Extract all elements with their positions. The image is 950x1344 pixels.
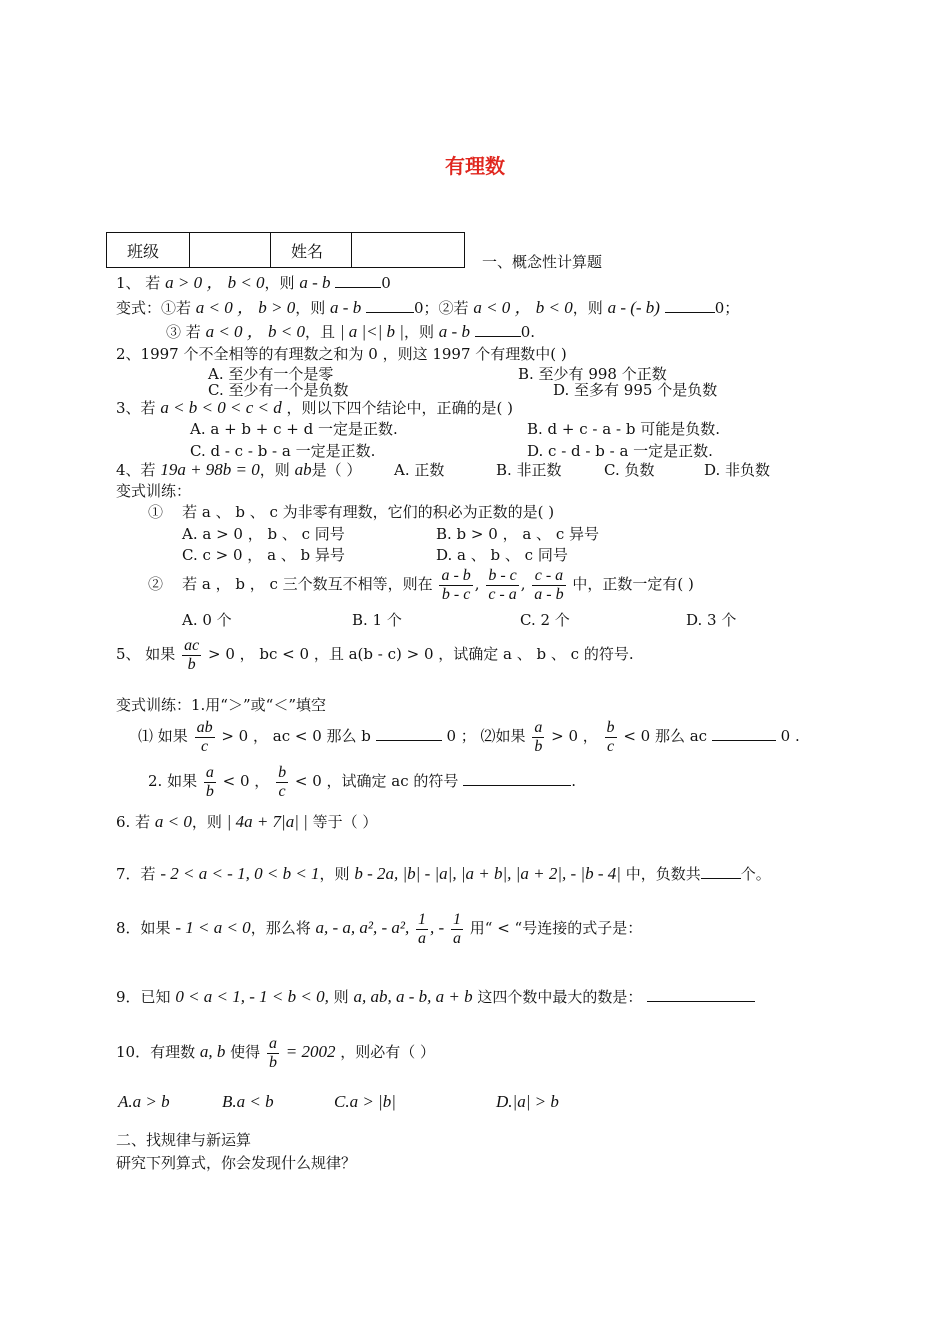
question-8: 8．如果 - 1 < a < 0，那么将 a, - a, a², - a², $\frac{1}{a}$ , - $\frac{1}{a}$ 用“ < “号连接的式子是：	[116, 910, 643, 947]
question-3-option-c[interactable]: C. d - c - b - a 一定是正数.	[190, 442, 376, 460]
fraction: $\frac{a}{b}$	[534, 718, 543, 755]
variant-2-option-b[interactable]: B. 1 个	[352, 611, 402, 629]
question-3-option-d[interactable]: D. c - d - b - a 一定是正数.	[527, 442, 713, 460]
question-4-option-a[interactable]: A. 正数	[394, 461, 445, 479]
variant-1-option-c[interactable]: C. c > 0 ， a 、 b 异号	[182, 546, 345, 564]
question-2-option-d[interactable]: D. 至多有 995 个是负数	[553, 381, 718, 399]
variant-1-option-b[interactable]: B. b > 0 ， a 、 c 异号	[436, 525, 599, 543]
question-2-stem: 2、1997 个不全相等的有理数之和为 0 ，则这 1997 个有理数中( )	[116, 345, 567, 363]
question-1-variant-3: ③ 若 a < 0 ， b < 0，且 | a |<| b |，则 a - b 0.	[166, 322, 536, 341]
question-5-variant-1: ⑴ 如果 $\frac{ab}{c}$ > 0 ， ac < 0 那么 b 0 ； ⑵如果 $\frac{a}{b}$ > 0 ， $\frac{b}{c}$ < 0 那么 ac 0 .	[138, 718, 800, 755]
answer-blank[interactable]	[712, 726, 776, 741]
question-3-stem: 3、若 a < b < 0 < c < d ，则以下四个结论中，正确的是( )	[116, 398, 514, 417]
question-2-option-b[interactable]: B. 至少有 998 个正数	[518, 365, 667, 383]
answer-blank[interactable]	[366, 298, 414, 313]
page-title: 有理数	[445, 154, 505, 178]
question-10-option-c[interactable]: C.a > |b|	[334, 1092, 396, 1111]
question-3-option-b[interactable]: B. d + c - a - b 可能是负数.	[527, 420, 720, 438]
question-4-variant-label: 变式训练：	[116, 482, 192, 500]
question-7: 7．若 - 2 < a < - 1, 0 < b < 1，则 b - 2a, |b| - |a|, |a + b|, |a + 2|, - |b - 4| 中，负数共 个。	[116, 864, 771, 883]
class-field[interactable]	[190, 233, 271, 268]
fraction: $\frac{ac}{b}$	[184, 636, 200, 673]
question-4: 4、若 19a + 98b = 0，则 ab是（ ）	[116, 460, 362, 479]
fraction: $\frac{a - b}{b - c}$	[441, 566, 471, 603]
question-4-option-b[interactable]: B. 非正数	[496, 461, 562, 479]
variant-1-option-d[interactable]: D. a 、 b 、 c 同号	[436, 546, 568, 564]
answer-blank[interactable]	[376, 726, 442, 741]
section-2-heading: 二、找规律与新运算	[116, 1131, 252, 1149]
fraction: $\frac{a}{b}$	[205, 763, 214, 800]
question-2-option-c[interactable]: C. 至少有一个是负数	[208, 381, 349, 399]
question-1: 1、 若 a > 0 ， b < 0，则 a - b 0	[116, 273, 391, 292]
question-1-variant: 变式：①若 a < 0 ， b > 0，则 a - b 0；②若 a < 0 ， b < 0，则 a - (- b) 0；	[116, 298, 740, 317]
fraction: $\frac{b - c}{c - a}$	[488, 566, 517, 603]
answer-blank[interactable]	[463, 771, 571, 786]
fraction: $\frac{ab}{c}$	[196, 718, 213, 755]
answer-blank[interactable]	[647, 987, 755, 1002]
variant-2-option-c[interactable]: C. 2 个	[520, 611, 570, 629]
variant-2-stem: ② 若 a ， b ， c 三个数互不相等，则在 $\frac{a - b}{b - c}$ , $\frac{b - c}{c - a}$ , $\frac{c - a}{a - b}$ 中，正数一定有( )	[148, 566, 694, 603]
info-table	[106, 232, 465, 268]
question-4-option-d[interactable]: D. 非负数	[704, 461, 771, 479]
question-10: 10．有理数 a, b 使得 $\frac{a}{b}$ = 2002 ，则必有（ ）	[116, 1034, 436, 1071]
question-3-option-a[interactable]: A. a + b + c + d 一定是正数.	[190, 420, 398, 438]
question-10-option-a[interactable]: A.a > b	[118, 1092, 170, 1111]
question-5-variant-label: 变式训练：1.用“＞”或“＜”填空	[116, 696, 326, 714]
question-6: 6. 若 a < 0，则 | 4a + 7|a| | 等于（ ）	[116, 812, 378, 831]
name-field[interactable]	[352, 233, 465, 268]
answer-blank[interactable]	[475, 322, 521, 337]
question-2-option-a[interactable]: A. 至少有一个是零	[208, 365, 334, 383]
class-label: 班级	[107, 233, 190, 268]
question-5-variant-2: 2. 如果 $\frac{a}{b}$ < 0 ， $\frac{b}{c}$ < 0 ，试确定 ac 的符号 .	[148, 763, 576, 800]
answer-blank[interactable]	[701, 864, 741, 879]
question-5: 5、 如果 $\frac{ac}{b}$ > 0 ， bc < 0 ，且 a(b - c) > 0 ，试确定 a 、 b 、 c 的符号.	[116, 636, 634, 673]
question-10-option-b[interactable]: B.a < b	[222, 1092, 274, 1111]
fraction: $\frac{a}{b}$	[268, 1034, 277, 1071]
variant-2-option-d[interactable]: D. 3 个	[686, 611, 737, 629]
variant-1-stem: ① 若 a 、 b 、 c 为非零有理数，它们的积必为正数的是( )	[148, 503, 555, 521]
fraction: $\frac{c - a}{a - b}$	[534, 566, 564, 603]
variant-1-option-a[interactable]: A. a > 0 ， b 、 c 同号	[182, 525, 345, 543]
name-label: 姓名	[271, 233, 352, 268]
section-2-text: 研究下列算式，你会发现什么规律？	[116, 1154, 357, 1172]
variant-2-option-a[interactable]: A. 0 个	[182, 611, 232, 629]
answer-blank[interactable]	[335, 273, 381, 288]
fraction: $\frac{b}{c}$	[606, 718, 615, 755]
answer-blank[interactable]	[665, 298, 715, 313]
fraction: $\frac{1}{a}$	[418, 910, 427, 947]
question-4-option-c[interactable]: C. 负数	[604, 461, 655, 479]
section-1-heading: 一、概念性计算题	[482, 253, 603, 271]
question-10-option-d[interactable]: D.|a| > b	[496, 1092, 559, 1111]
question-9: 9．已知 0 < a < 1, - 1 < b < 0, 则 a, ab, a - b, a + b 这四个数中最大的数是：	[116, 987, 755, 1007]
fraction: $\frac{1}{a}$	[452, 910, 461, 947]
fraction: $\frac{b}{c}$	[278, 763, 287, 800]
